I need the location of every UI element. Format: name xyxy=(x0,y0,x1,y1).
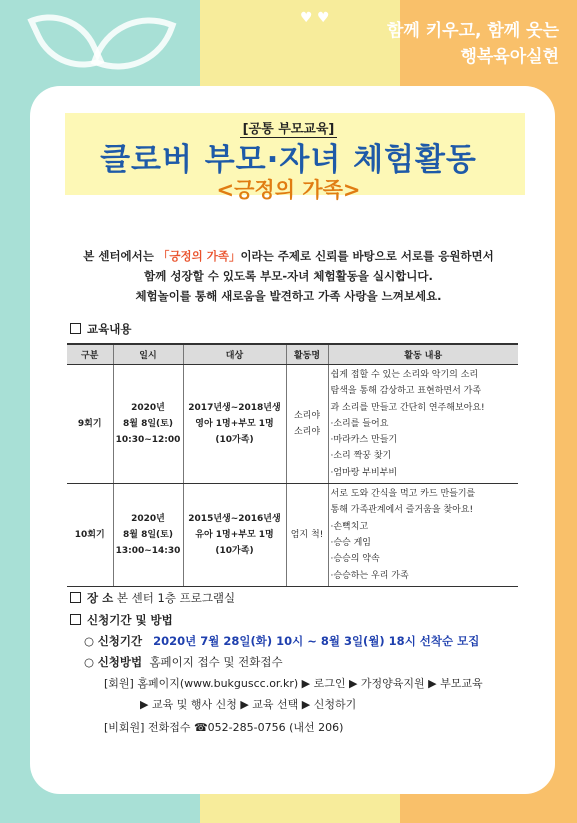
content-line: 과 소리를 만들고 간단히 연주해보아요! xyxy=(330,402,485,413)
content-line: ·승승의 약속 xyxy=(330,554,380,565)
content-line: 쉽게 접할 수 있는 소리와 악기의 소리 xyxy=(330,370,479,380)
checkbox-icon xyxy=(70,323,81,334)
method-value: 홈페이지 접수 및 전화접수 xyxy=(149,655,283,669)
date-day: 8월 8일(토) xyxy=(123,529,173,540)
slogan-line1: 함께 키우고, 함께 웃는 xyxy=(386,21,559,41)
col-header-target: 대상 xyxy=(183,344,286,365)
date-time: 10:30~12:00 xyxy=(115,435,181,446)
period-value: 2020년 7월 28일(화) 10시 ~ 8월 3일(월) 18시 선착순 모집 xyxy=(153,634,480,648)
checkbox-icon xyxy=(70,592,81,603)
badge-text: [공통 부모교육] xyxy=(240,122,338,138)
intro-line1-post: 이라는 주제로 신뢰를 바탕으로 서로를 응원하면서 xyxy=(240,249,494,263)
content-line: 서로 도와 간식을 먹고 카드 만들기를 xyxy=(330,489,476,500)
content-line: ·승승하는 우리 가족 xyxy=(330,570,409,581)
row-activity-content xyxy=(328,484,518,587)
intro-line1-pre: 본 센터에서는 xyxy=(83,249,158,263)
col-header-activity-content: 활동 내용 xyxy=(328,344,518,365)
row-activity-content xyxy=(328,365,518,484)
row-target xyxy=(183,365,286,484)
content-line: ·소리 짝꿍 찾기 xyxy=(330,451,392,462)
nonmember-line: [비회원] 전화접수 ☎052-285-0756 (내선 206) xyxy=(104,721,344,734)
row-date xyxy=(113,365,183,484)
row-session: 10회기 xyxy=(67,484,113,587)
checkbox-icon xyxy=(70,614,81,625)
row-activity-name xyxy=(286,484,328,587)
method-label: 신청방법 xyxy=(97,655,143,669)
schedule-table xyxy=(67,343,518,587)
table-row xyxy=(67,484,518,587)
intro-highlight: 「긍정의 가족」 xyxy=(157,249,241,263)
activity-name-line1: 소리야 xyxy=(293,411,321,422)
date-year: 2020년 xyxy=(131,513,165,524)
date-time: 13:00~14:30 xyxy=(115,545,181,556)
col-header-type: 구분 xyxy=(67,344,113,365)
page-subtitle: <긍정의 가족> xyxy=(216,178,361,202)
row-session: 9회기 xyxy=(67,365,113,484)
intro-line2: 함께 성장할 수 있도록 부모-자녀 체험활동을 실시합니다. xyxy=(144,269,433,283)
apply-heading: 신청기간 및 방법 xyxy=(87,613,173,627)
content-line: ·손뼉치고 xyxy=(330,521,369,532)
row-date xyxy=(113,484,183,587)
member-line1: [회원] 홈페이지(www.bukguscc.or.kr) ▶ 로그인 ▶ 가정양육지원 ▶ 부모교육 xyxy=(104,677,483,690)
target-families: (10가족) xyxy=(215,545,254,556)
content-line: ·엄마랑 부비부비 xyxy=(330,467,398,478)
row-activity-name xyxy=(286,365,328,484)
table-row xyxy=(67,365,518,484)
target-birth: 2015년생~2016년생 xyxy=(188,513,281,524)
circle-bullet-icon: ○ xyxy=(84,655,95,669)
target-people: 영아 1명+부모 1명 xyxy=(195,419,274,430)
date-day: 8월 8일(토) xyxy=(123,419,173,430)
slogan xyxy=(387,18,559,70)
intro-line1 xyxy=(40,246,537,266)
activity-name-line1: 엄지 척! xyxy=(290,529,324,540)
member-line2: ▶ 교육 및 행사 신청 ▶ 교육 선택 ▶ 신청하기 xyxy=(140,698,357,711)
content-line: 탐색을 통해 감상하고 표현하면서 가족 xyxy=(330,386,482,397)
date-year: 2020년 xyxy=(131,403,165,414)
page-title: 클로버 부모·자녀 체험활동 xyxy=(100,142,477,178)
apply-heading-row xyxy=(70,612,173,628)
intro-line3: 체험놀이를 통해 새로움을 발견하고 가족 사랑을 느껴보세요. xyxy=(135,289,442,303)
intro-text xyxy=(40,246,537,306)
apply-method-row xyxy=(84,654,283,670)
apply-period-row xyxy=(84,633,479,649)
place-value: 본 센터 1층 프로그램실 xyxy=(116,591,236,605)
row-target xyxy=(183,484,286,587)
content-line: ·소리를 들어요 xyxy=(330,418,389,429)
activity-name-line2: 소리야 xyxy=(293,427,321,438)
section-education xyxy=(70,321,131,337)
col-header-activity-name: 활동명 xyxy=(286,344,328,365)
content-line: 통해 가족관계에서 즐거움을 찾아요! xyxy=(330,505,474,516)
section-education-label: 교육내용 xyxy=(87,322,132,336)
circle-bullet-icon: ○ xyxy=(84,634,95,648)
period-label: 신청기간 xyxy=(97,634,143,648)
target-people: 유아 1명+부모 1명 xyxy=(195,529,274,540)
table-header-row xyxy=(67,344,518,365)
place-label: 장 소 xyxy=(87,591,114,605)
content-line: ·승승 게임 xyxy=(330,537,371,548)
place-row xyxy=(70,590,235,606)
target-birth: 2017년생~2018년생 xyxy=(188,403,281,414)
col-header-date: 일시 xyxy=(113,344,183,365)
target-families: (10가족) xyxy=(215,435,254,446)
hearts-icon: ♥ ♥ xyxy=(300,10,330,26)
content-line: ·마라카스 만들기 xyxy=(330,435,398,446)
slogan-line2: 행복육아실현 xyxy=(460,47,559,67)
